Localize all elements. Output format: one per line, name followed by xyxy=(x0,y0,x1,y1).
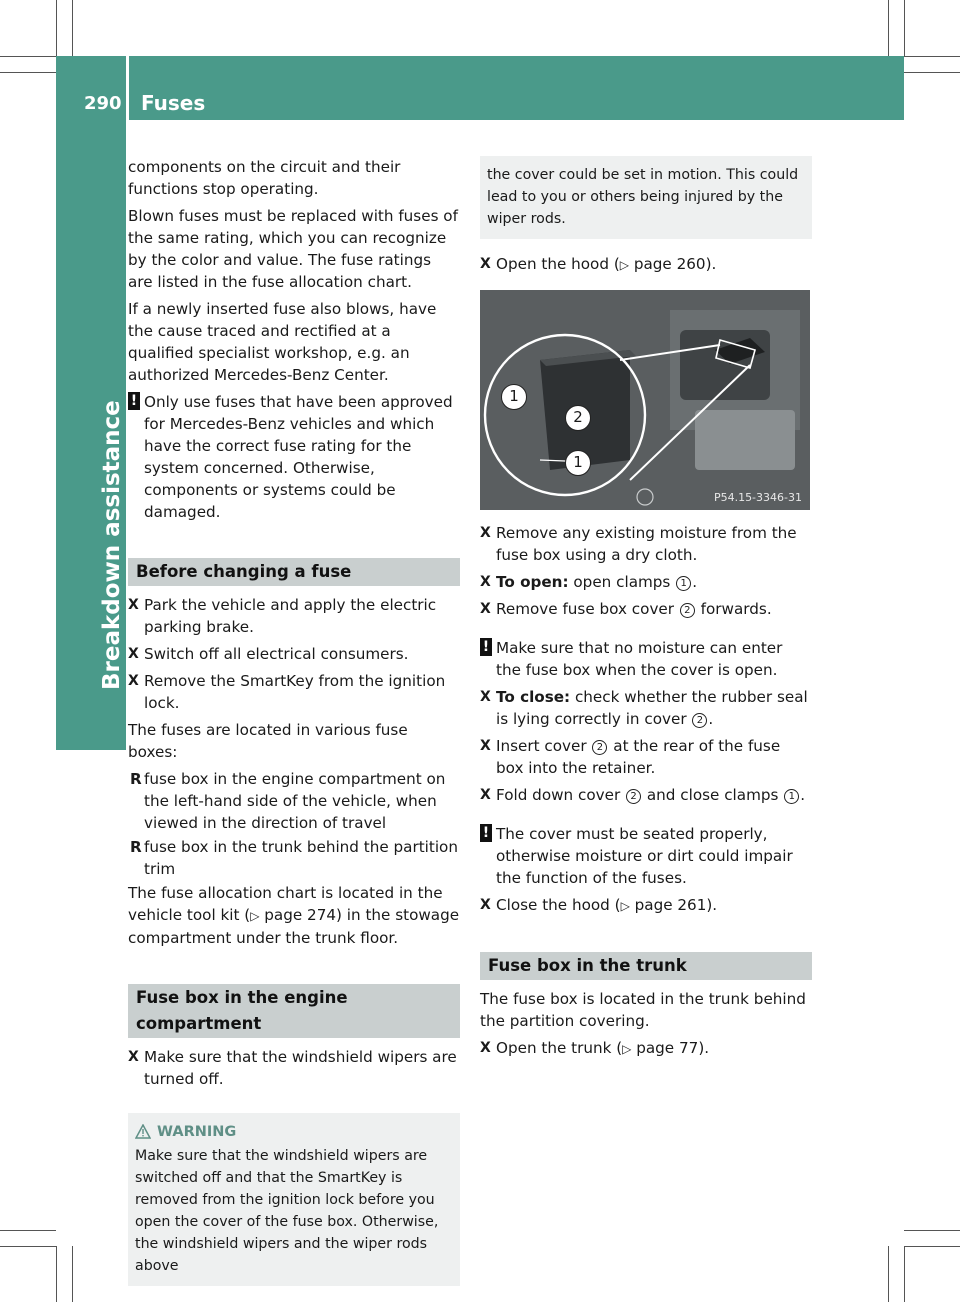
paragraph: The fuses are located in various fuse boxes: xyxy=(128,721,408,761)
step-text: . xyxy=(800,786,806,804)
page-ref-arrow-icon: ▷ xyxy=(620,899,630,913)
step-text: check whether the rubber seal is lying correctly in cover xyxy=(496,688,808,728)
right-column xyxy=(480,156,812,1065)
note-icon: ! xyxy=(480,638,492,656)
crop-mark xyxy=(0,1230,56,1231)
step-text: Open the hood ( xyxy=(496,255,620,273)
page-ref-link[interactable]: page 77 xyxy=(636,1039,699,1057)
warning-box xyxy=(128,1113,460,1286)
step-item xyxy=(480,1037,812,1060)
warning-box-continued: the cover could be set in motion. This could lead to you or others being injured by the wiper rods. xyxy=(480,156,812,239)
text: The fuse allocation chart is located in the vehicle tool kit ( xyxy=(128,884,443,924)
step-text: Switch off all electrical consumers. xyxy=(144,645,409,663)
list-item-text: fuse box in the trunk behind the partition trim xyxy=(144,838,458,878)
engine-fuse-box-photo xyxy=(480,290,810,510)
callout-1-icon xyxy=(500,384,528,410)
step-text: . xyxy=(708,710,714,728)
step-text: Remove fuse box cover xyxy=(496,600,675,618)
step-item xyxy=(128,670,460,714)
step-label: To close: xyxy=(496,688,571,706)
crop-mark xyxy=(0,1246,56,1247)
figure-caption: P54.15-3346-31 xyxy=(713,491,802,504)
crop-mark xyxy=(904,1246,905,1302)
step-text: Remove any existing moisture from the fuse box using a dry cloth. xyxy=(496,524,797,564)
step-marker-icon: X xyxy=(480,787,491,803)
step-text: forwards. xyxy=(700,600,772,618)
section-heading: Fuse box in the trunk xyxy=(480,952,812,980)
step-item xyxy=(128,1046,460,1090)
paragraph: If a newly inserted fuse also blows, have the cause traced and rectified at a qualified specialist workshop, e.g. an authorized Mercedes-Benz Center. xyxy=(128,300,437,384)
list-item xyxy=(128,768,460,834)
crop-mark xyxy=(72,1246,73,1302)
step-marker-icon: X xyxy=(480,256,491,272)
step-text: Close the hood ( xyxy=(496,896,621,914)
list-item xyxy=(128,836,460,880)
step-label: To open: xyxy=(496,573,569,591)
step-text: ). xyxy=(698,1039,710,1057)
page-ref-link[interactable]: page 261 xyxy=(634,896,707,914)
paragraph: Blown fuses must be replaced with fuses of the same rating, which you can recognize by the color and value. The fuse ratings are listed in the fuse allocation chart. xyxy=(128,207,458,291)
step-item xyxy=(480,253,812,276)
page-title: Fuses xyxy=(141,91,206,115)
crop-mark xyxy=(72,0,73,56)
step-text: . xyxy=(692,573,698,591)
callout-1-icon: 1 xyxy=(676,576,691,591)
step-text: open clamps xyxy=(573,573,671,591)
header-divider xyxy=(126,56,129,120)
step-text: Fold down cover xyxy=(496,786,621,804)
text: ) in the stowage compartment under the trunk floor. xyxy=(128,906,460,947)
callout-1-icon xyxy=(564,450,592,476)
engine-illustration xyxy=(480,290,810,510)
step-marker-icon: X xyxy=(480,601,491,617)
left-column xyxy=(128,156,460,1286)
step-text: Park the vehicle and apply the electric parking brake. xyxy=(144,596,437,636)
crop-mark xyxy=(904,1230,960,1231)
step-item xyxy=(480,571,812,593)
warning-icon xyxy=(135,1124,151,1139)
crop-mark xyxy=(904,0,905,56)
step-marker-icon: X xyxy=(480,525,491,541)
step-marker-icon: X xyxy=(128,673,139,689)
step-item xyxy=(480,735,812,779)
warning-text: Make sure that the windshield wipers are switched off and that the SmartKey is removed from the ignition lock before you open the cover of the fuse box. Otherwise, the windshield wipers and the wiper rods above xyxy=(135,1148,439,1274)
note xyxy=(480,823,812,889)
crop-mark xyxy=(888,0,889,56)
bullet-icon: R xyxy=(130,770,142,788)
step-item xyxy=(128,594,460,638)
crop-mark xyxy=(56,0,57,56)
page-ref-arrow-icon: ▷ xyxy=(619,258,629,272)
step-marker-icon: X xyxy=(128,597,139,613)
note-icon: ! xyxy=(480,824,492,842)
note-text: The cover must be seated properly, otherwise moisture or dirt could impair the function of the fuses. xyxy=(496,825,793,887)
step-text: and close clamps xyxy=(646,786,779,804)
warning-title: WARNING xyxy=(157,1124,237,1140)
step-item xyxy=(128,643,460,665)
paragraph xyxy=(128,882,460,949)
page-ref-arrow-icon: ▷ xyxy=(622,1042,632,1056)
callout-1-icon: 1 xyxy=(784,789,799,804)
step-text: ). xyxy=(706,896,718,914)
page-ref-arrow-icon: ▷ xyxy=(250,909,260,923)
paragraph: The fuse box is located in the trunk behind the partition covering. xyxy=(480,990,806,1030)
note-text: Only use fuses that have been approved for Mercedes-Benz vehicles and which have the correct fuse rating for the system concerned. Otherwise, components or systems could be damaged. xyxy=(144,393,453,521)
step-text: Open the trunk ( xyxy=(496,1039,623,1057)
step-marker-icon: X xyxy=(480,897,491,913)
crop-mark xyxy=(904,72,960,73)
section-heading: Before changing a fuse xyxy=(128,558,460,586)
note-text: Make sure that no moisture can enter the fuse box when the cover is open. xyxy=(496,639,783,679)
step-marker-icon: X xyxy=(128,1049,139,1065)
note xyxy=(480,637,812,681)
page-number: 290 xyxy=(84,93,122,114)
step-item xyxy=(480,784,812,806)
note-icon: ! xyxy=(128,392,140,410)
step-text: ). xyxy=(705,255,717,273)
bullet-icon: R xyxy=(130,838,142,856)
callout-2-icon: 2 xyxy=(626,789,641,804)
step-text: Make sure that the windshield wipers are turned off. xyxy=(144,1048,457,1088)
paragraph: components on the circuit and their functions stop operating. xyxy=(128,158,401,198)
crop-mark xyxy=(904,1246,960,1247)
section-heading: Fuse box in the engine compartment xyxy=(128,984,460,1038)
step-text: Insert cover xyxy=(496,737,587,755)
list-item-text: fuse box in the engine compartment on the left-hand side of the vehicle, when viewed in the direction of travel xyxy=(144,770,446,832)
step-marker-icon: X xyxy=(128,646,139,662)
step-text: Remove the SmartKey from the ignition lock. xyxy=(144,672,446,712)
page-ref-link[interactable]: page 260 xyxy=(633,255,706,273)
crop-mark xyxy=(888,1246,889,1302)
step-item xyxy=(480,894,812,917)
warning-heading xyxy=(135,1121,453,1143)
step-item xyxy=(480,598,812,620)
step-item xyxy=(480,686,812,730)
crop-mark xyxy=(0,56,56,57)
step-item xyxy=(480,522,812,566)
callout-label: 1 xyxy=(501,384,527,410)
crop-mark xyxy=(0,72,56,73)
note xyxy=(128,391,460,523)
chapter-label: Breakdown assistance xyxy=(99,400,125,690)
callout-2-icon: 2 xyxy=(680,603,695,618)
step-marker-icon: X xyxy=(480,738,491,754)
step-marker-icon: X xyxy=(480,1040,491,1056)
callout-label: 1 xyxy=(565,450,591,476)
callout-label: 2 xyxy=(565,405,591,431)
step-marker-icon: X xyxy=(480,689,491,705)
step-marker-icon: X xyxy=(480,574,491,590)
crop-mark xyxy=(904,56,960,57)
callout-2-icon: 2 xyxy=(592,740,607,755)
callout-2-icon: 2 xyxy=(692,713,707,728)
crop-mark xyxy=(56,1246,57,1302)
page-ref-link[interactable]: page 274 xyxy=(264,906,337,924)
step-text: at the rear of the fuse box into the retainer. xyxy=(496,737,781,777)
callout-2-icon xyxy=(564,405,592,431)
